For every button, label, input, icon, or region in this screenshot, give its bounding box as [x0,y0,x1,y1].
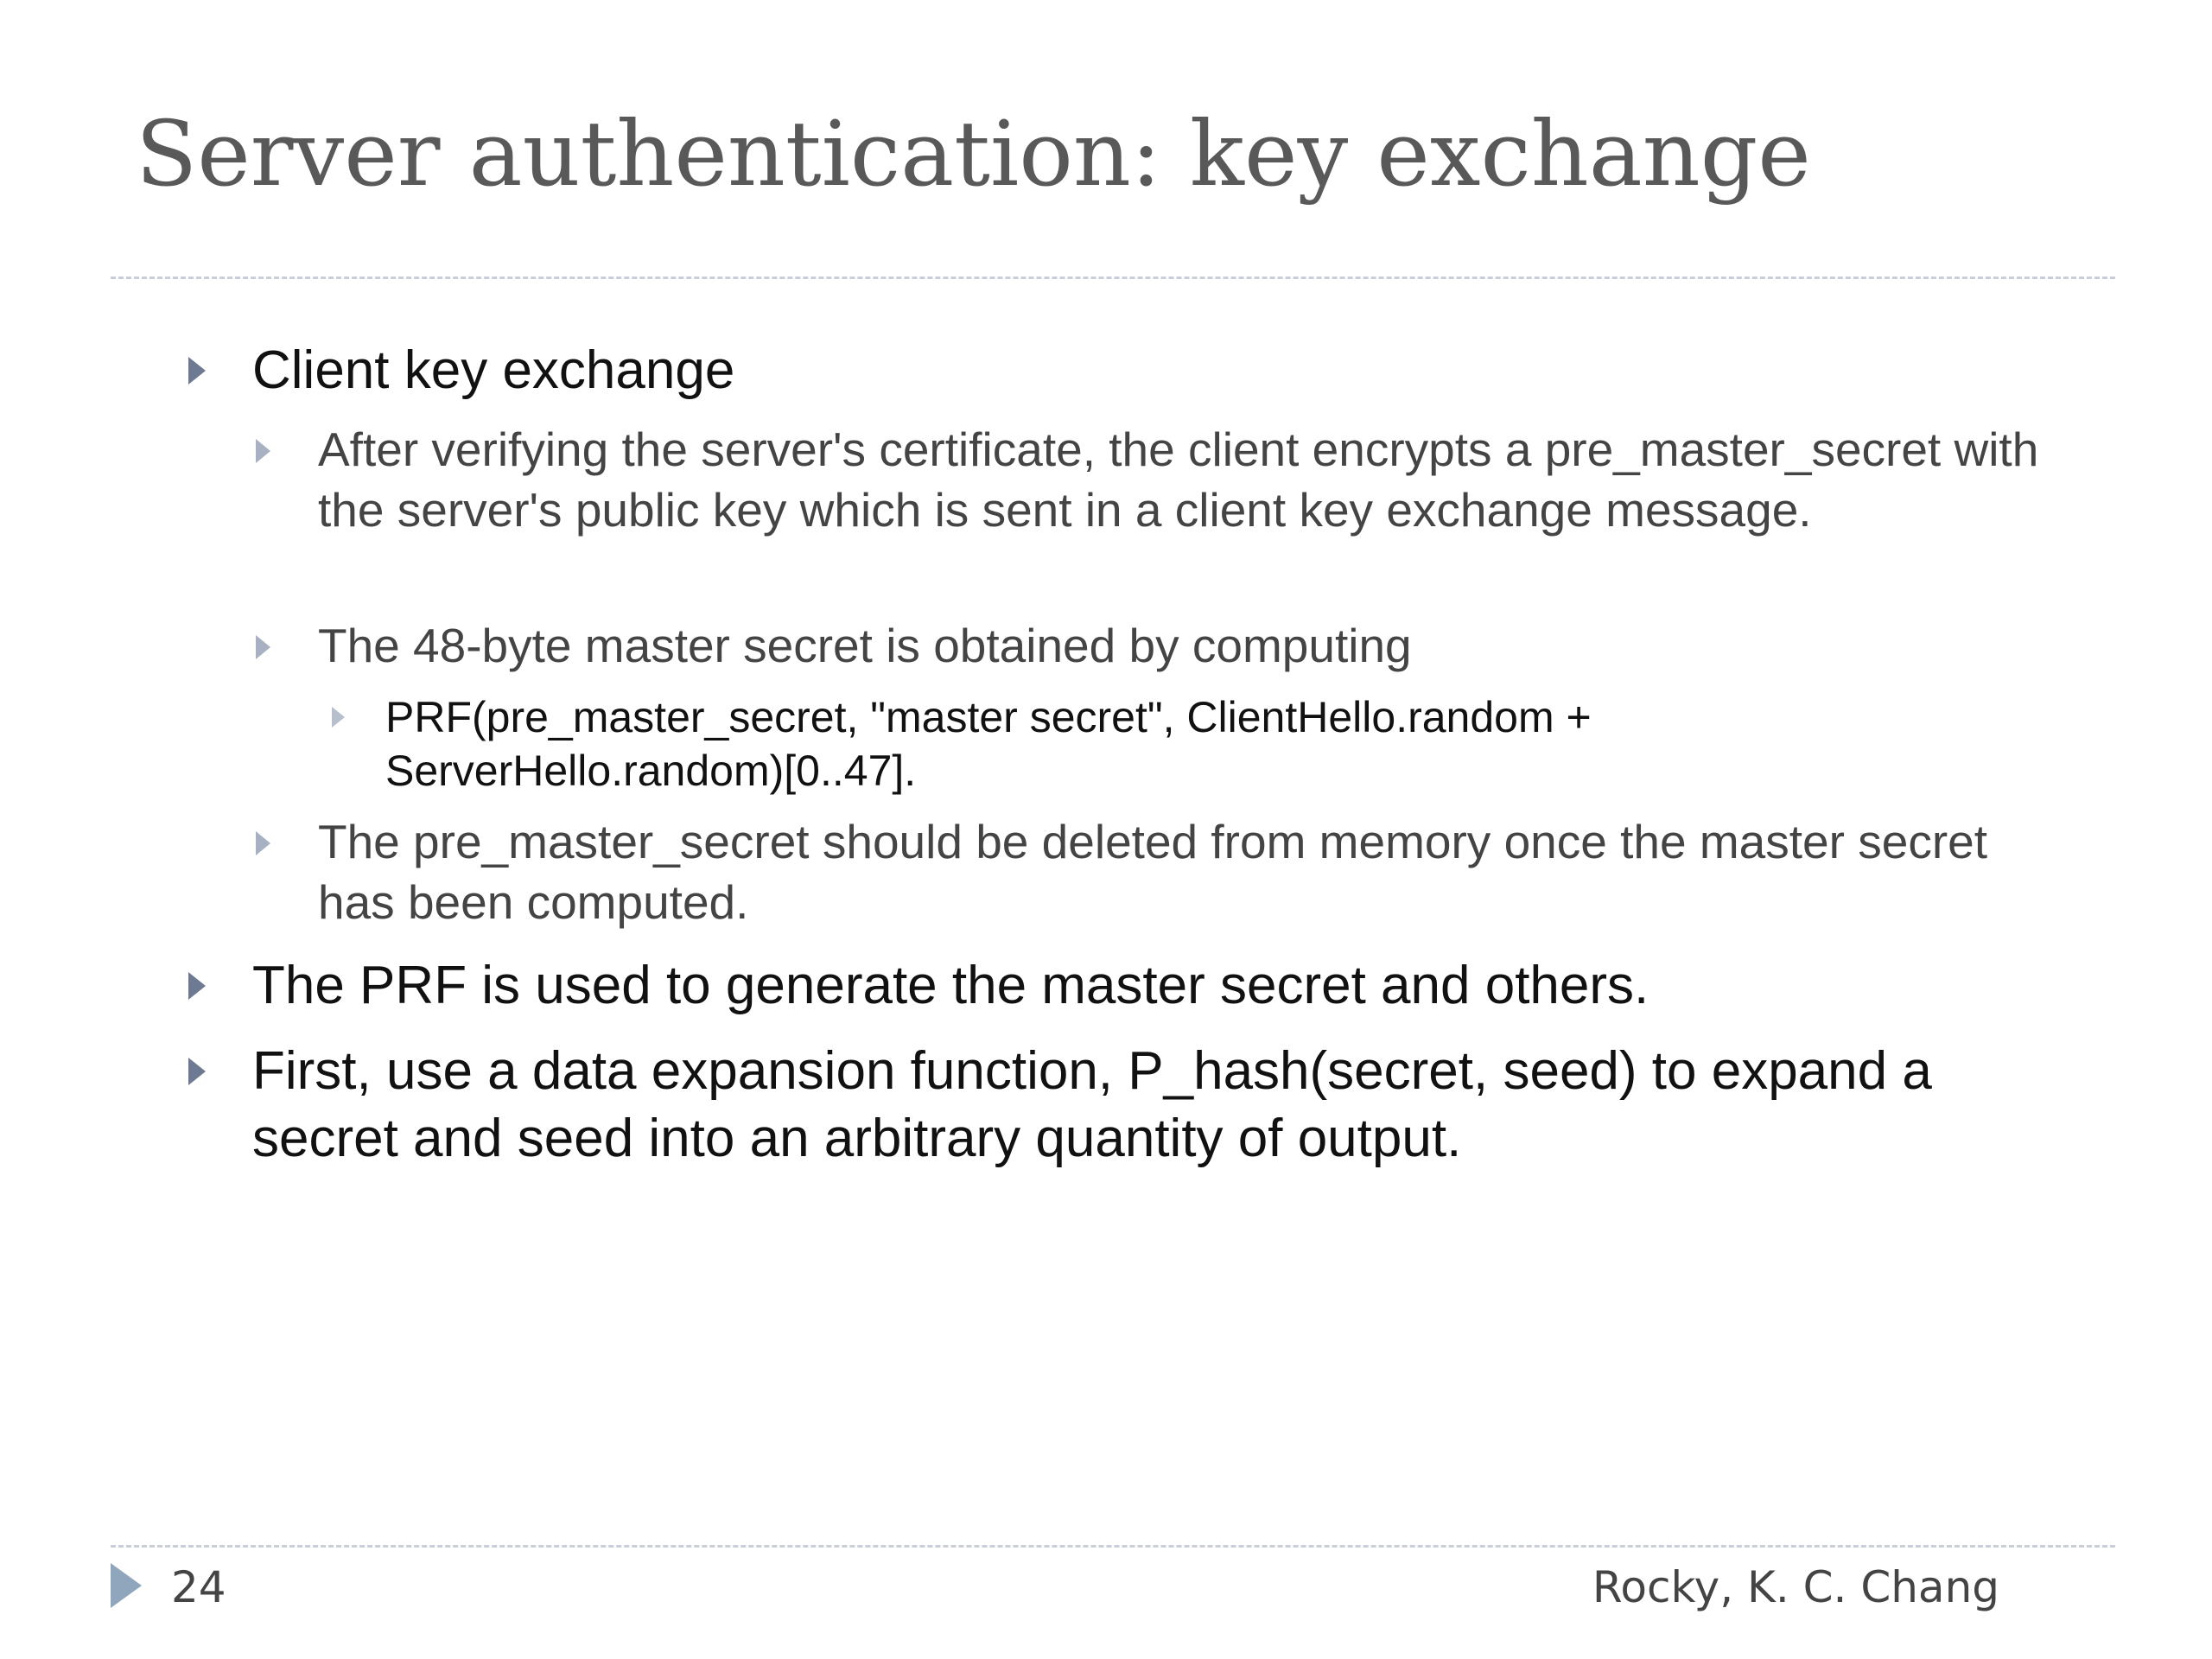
footer-arrow-icon [111,1563,142,1608]
bullet-text: Client key exchange [252,340,735,400]
bullet-text: The pre_master_secret should be deleted from memory once the master secret has been computed. [318,815,1988,929]
bullet-text: The PRF is used to generate the master secret and others. [252,956,1649,1015]
bullet-text: First, use a data expansion function, P_hash(secret, seed) to expand a secret and seed into an arbitrary quantity of output. [252,1041,1932,1168]
bullet-text: After verifying the server's certificate, the client encrypts a pre_master_secret with the server's public key which is sent in a client key exchange message. [318,423,2039,537]
page-number: 24 [171,1562,226,1612]
bullet-arrow-icon [256,439,270,463]
bullet-arrow-icon [188,1058,206,1085]
bullet-arrow-icon [188,972,206,1000]
bullet-text: The 48-byte master secret is obtained by computing [318,619,1412,672]
bullet-arrow-icon [256,635,270,659]
bullet-text: PRF(pre_master_secret, "master secret", ClientHello.random + ServerHello.random)[0..47]. [385,693,1592,795]
slide-title: Server authentication: key exchange [136,101,1811,207]
bullet-arrow-icon [332,707,345,728]
bullet-arrow-icon [188,357,206,385]
footer-author: Rocky, K. C. Chang [1592,1562,1999,1612]
bullet-arrow-icon [256,831,270,855]
footer-divider [111,1545,2115,1548]
